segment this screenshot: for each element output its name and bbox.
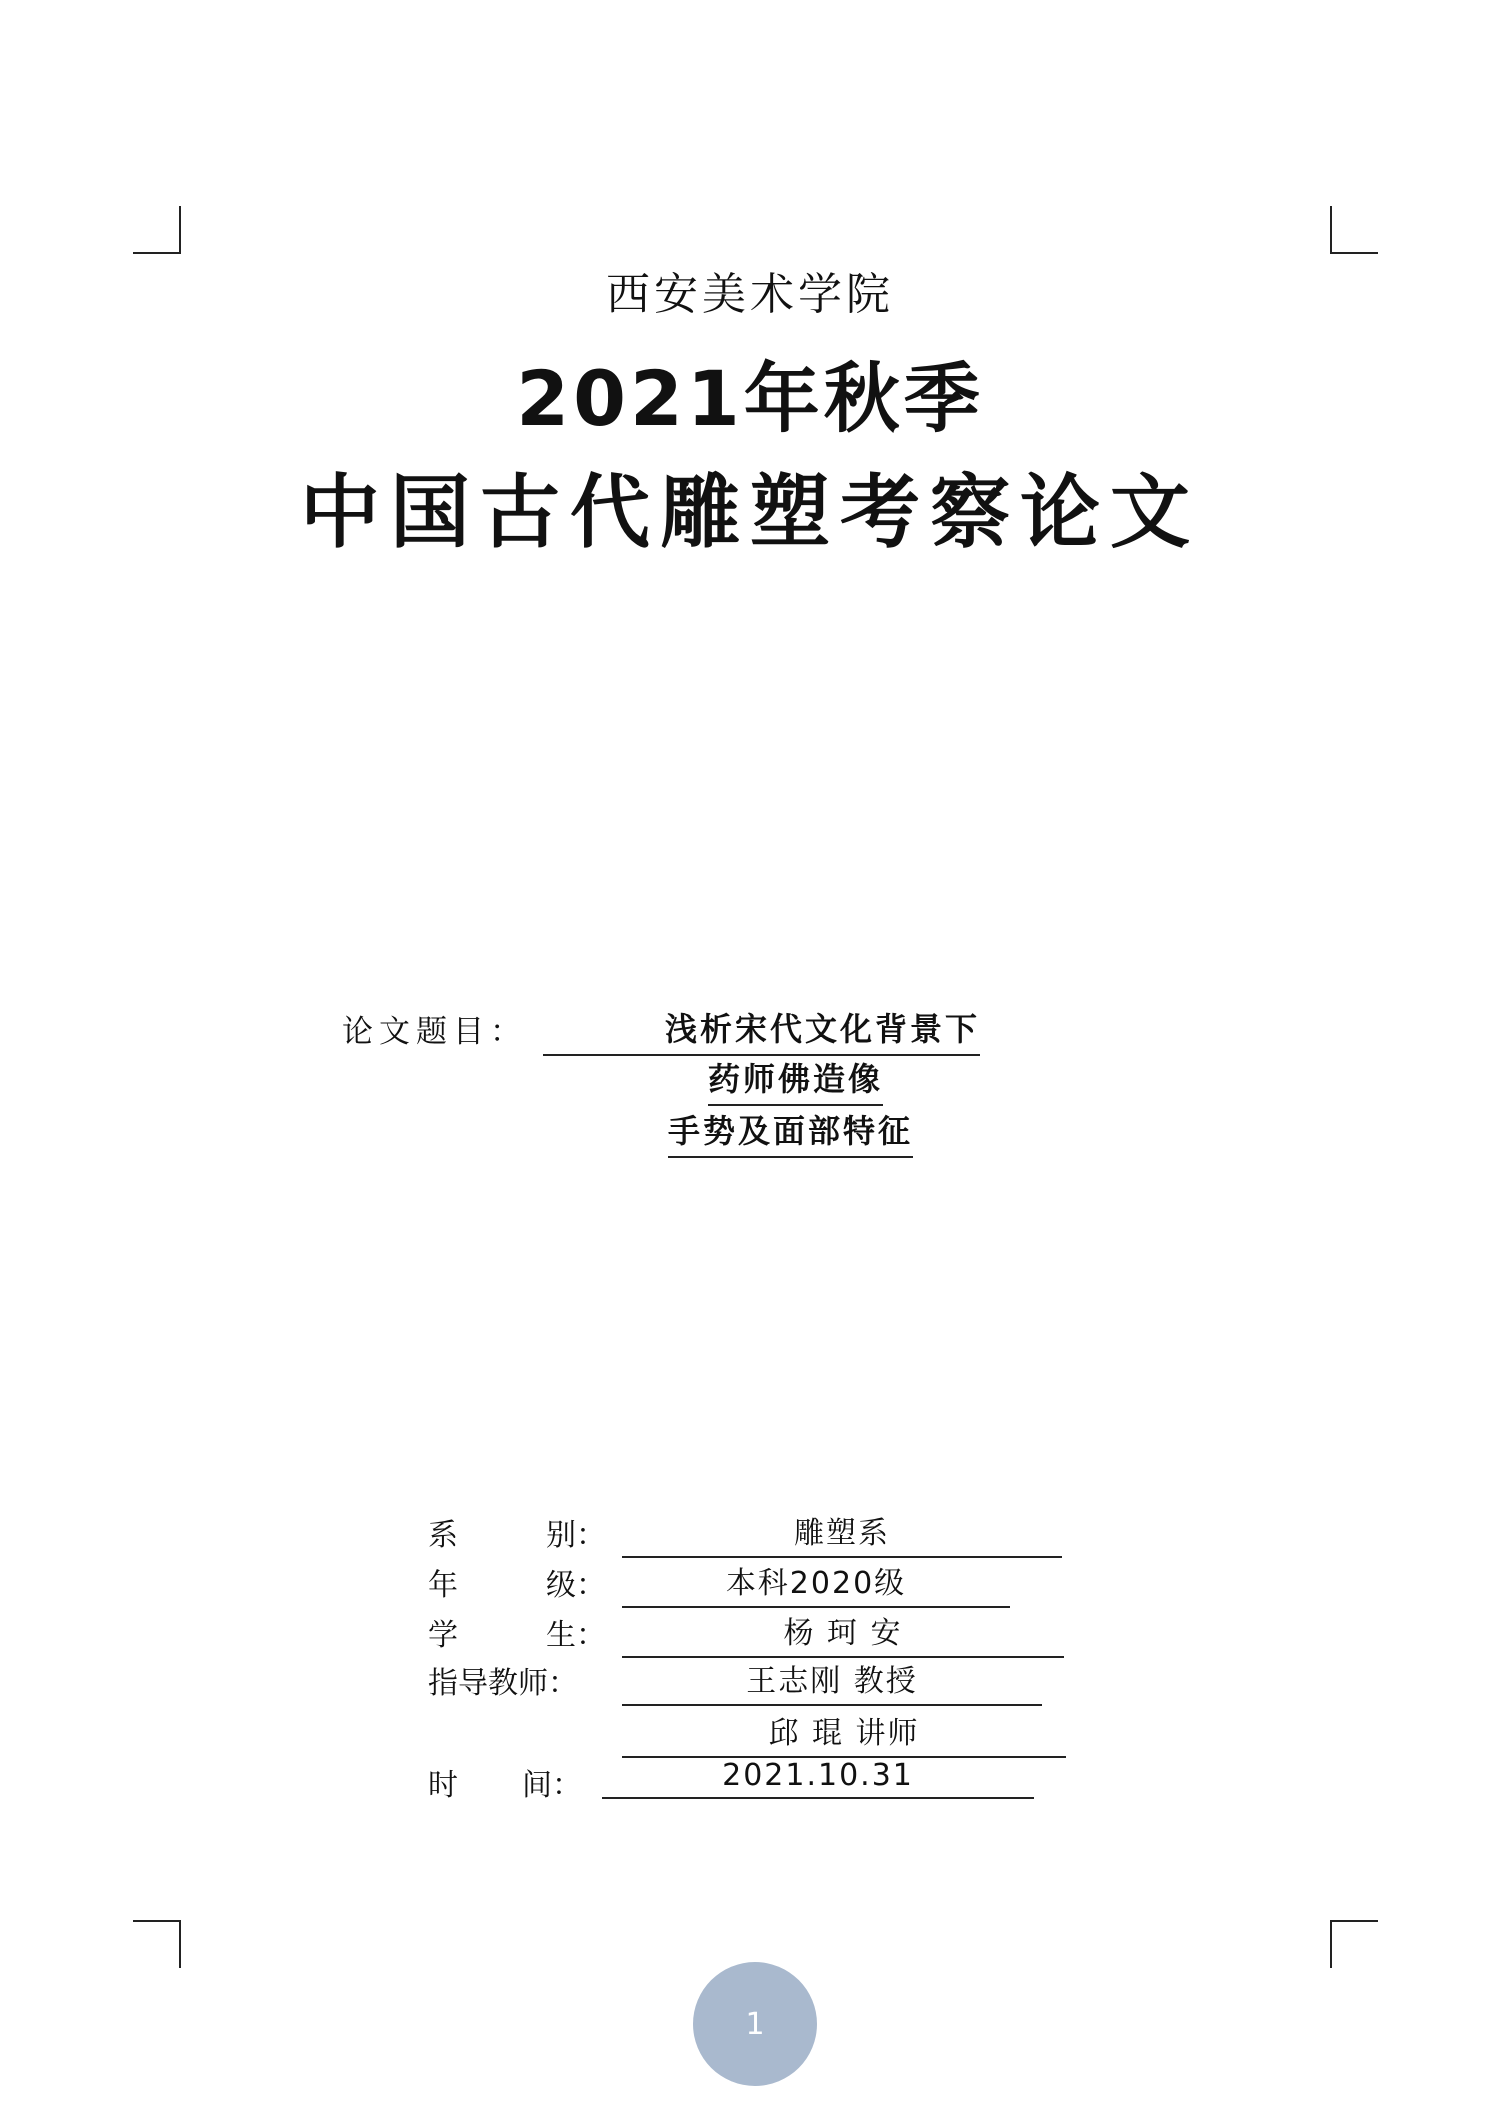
department-label-colon: 别： — [546, 1518, 606, 1553]
topic-line-3: 手势及面部特征 — [668, 1106, 913, 1158]
topic-label: 论文题目： — [342, 1014, 527, 1050]
crop-mark-top-right — [1330, 206, 1378, 254]
topic-line-2: 药师佛造像 — [708, 1054, 883, 1106]
student-label-colon: 生： — [546, 1618, 606, 1653]
grade-label-char: 年 — [428, 1568, 458, 1603]
school-name: 西安美术学院 — [606, 269, 894, 320]
advisor-label: 指导教师： — [428, 1666, 578, 1701]
grade-value: 本科2020级 — [622, 1558, 1010, 1608]
course-title: 中国古代雕塑考察论文 — [300, 466, 1200, 559]
date-label-colon: 间： — [522, 1768, 582, 1803]
topic-line-1: 浅析宋代文化背景下 — [543, 1004, 980, 1056]
date-label-char: 时 — [428, 1768, 458, 1803]
student-label-char: 学 — [428, 1618, 458, 1653]
crop-mark-top-left — [133, 206, 181, 254]
grade-label-colon: 级： — [546, 1568, 606, 1603]
page-number-badge: 1 — [693, 1962, 817, 2086]
advisor-value-1: 王志刚 教授 — [622, 1656, 1042, 1706]
advisor-value-2: 邱 琨 讲师 — [622, 1708, 1066, 1758]
crop-mark-bottom-left — [133, 1920, 181, 1968]
date-value: 2021.10.31 — [602, 1758, 1034, 1799]
student-value: 杨 珂 安 — [622, 1608, 1064, 1658]
department-value: 雕塑系 — [622, 1508, 1062, 1558]
crop-mark-bottom-right — [1330, 1920, 1378, 1968]
semester-title: 2021年秋季 — [516, 354, 984, 443]
department-label-char: 系 — [428, 1518, 458, 1553]
